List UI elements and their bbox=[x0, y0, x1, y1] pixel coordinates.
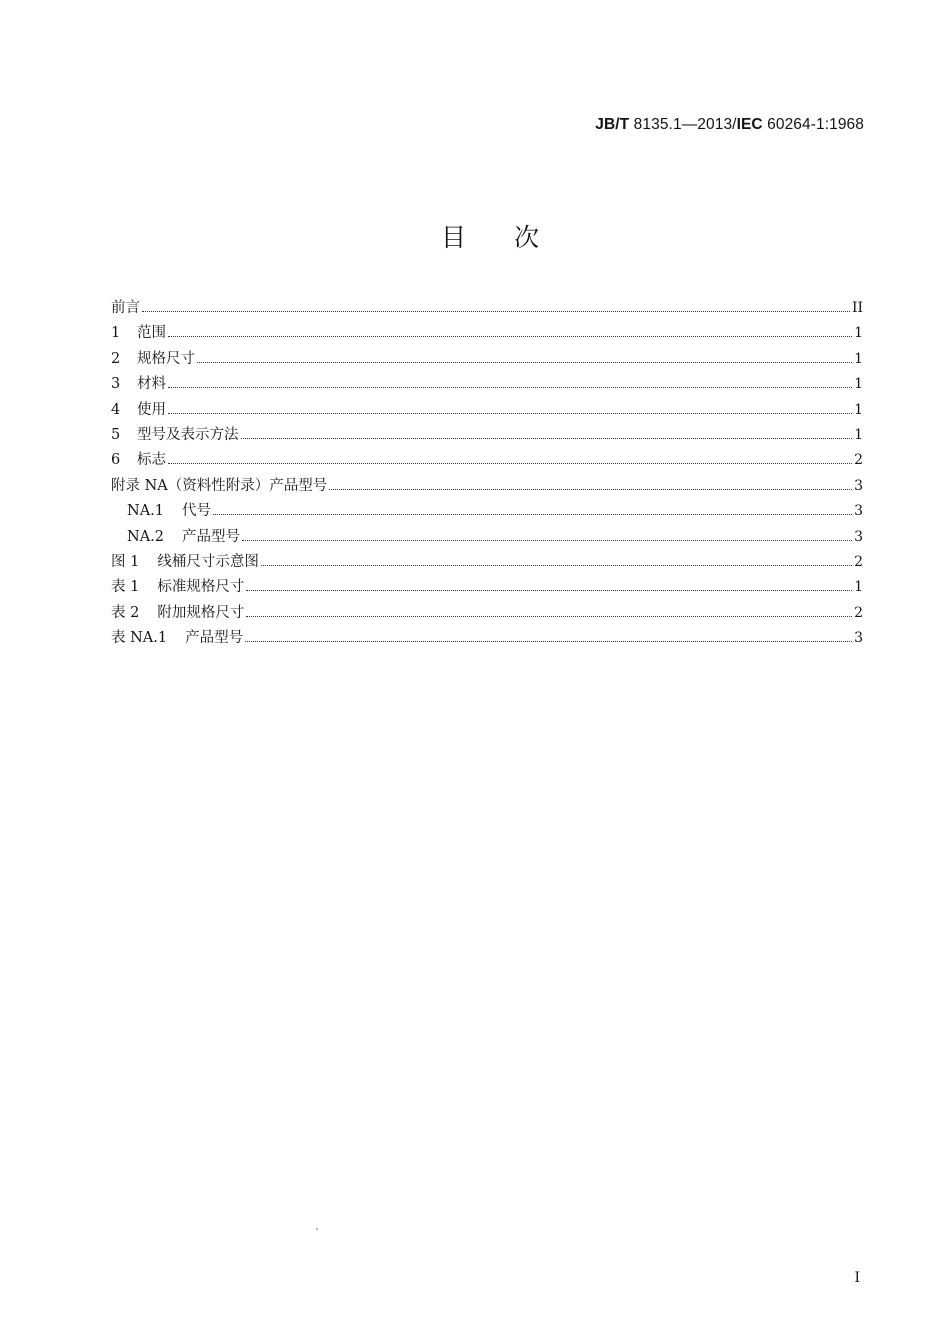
toc-entry-label: 表 1 标准规格尺寸 bbox=[111, 575, 244, 600]
toc-page-number: 2 bbox=[854, 553, 863, 570]
toc-dot-leader bbox=[168, 412, 852, 414]
toc-dot-leader bbox=[329, 488, 852, 490]
code-prefix: JB/T bbox=[595, 116, 630, 133]
toc-entry-number: 表 NA.1 bbox=[111, 630, 168, 647]
toc-title: 目次 bbox=[440, 223, 587, 252]
toc-entry-table-na-1[interactable] bbox=[111, 626, 863, 651]
toc-entry-na-2[interactable] bbox=[111, 525, 863, 550]
toc-entry-number: 表 1 bbox=[111, 579, 140, 596]
toc-page-number: 1 bbox=[854, 401, 863, 418]
toc-page-number: 2 bbox=[854, 604, 863, 621]
toc-entry-number: 6 bbox=[111, 452, 121, 469]
toc-entry-label: 表 NA.1 产品型号 bbox=[111, 626, 243, 651]
toc-page-number: 1 bbox=[854, 350, 863, 367]
toc-entry-2[interactable] bbox=[111, 347, 863, 372]
toc-entry-label: 4 使用 bbox=[111, 398, 166, 423]
toc-dot-leader bbox=[197, 361, 852, 363]
toc-entry-label: 附录 NA（资料性附录）产品型号 bbox=[111, 477, 328, 494]
toc-dot-leader bbox=[246, 589, 852, 591]
toc-entry-label: NA.1 代号 bbox=[127, 499, 211, 524]
toc-page-number: 1 bbox=[854, 426, 863, 443]
toc-page-number: 3 bbox=[854, 477, 863, 494]
code-iec-number: 60264-1:1968 bbox=[762, 116, 864, 133]
toc-page-number: 1 bbox=[854, 325, 863, 342]
toc-page-number: 2 bbox=[854, 452, 863, 469]
scan-speck bbox=[316, 1228, 318, 1230]
toc-entry-number: 4 bbox=[111, 401, 121, 418]
toc-entry-label: 前言 bbox=[111, 300, 140, 316]
toc-entry-number: 3 bbox=[111, 376, 121, 393]
toc-entry-annex-na[interactable] bbox=[111, 474, 863, 499]
toc-entry-number: 图 1 bbox=[111, 553, 140, 570]
toc-dot-leader bbox=[213, 513, 852, 515]
toc-dot-leader bbox=[168, 335, 852, 337]
toc-entry-number: 5 bbox=[111, 426, 121, 443]
toc-entry-table-1[interactable] bbox=[111, 575, 863, 600]
toc-dot-leader bbox=[245, 640, 852, 642]
toc-entry-label: 6 标志 bbox=[111, 448, 166, 473]
toc-page-number: 3 bbox=[854, 503, 863, 520]
toc-entry-1[interactable] bbox=[111, 321, 863, 346]
toc-entry-label: NA.2 产品型号 bbox=[127, 525, 240, 550]
toc-dot-leader bbox=[168, 386, 852, 388]
code-iec: IEC bbox=[736, 116, 763, 133]
code-number: 8135.1—2013/ bbox=[629, 116, 737, 133]
toc-page-number: 3 bbox=[854, 630, 863, 647]
toc-dot-leader bbox=[142, 310, 850, 312]
toc-entry-table-2[interactable] bbox=[111, 601, 863, 626]
toc-entry-label: 表 2 附加规格尺寸 bbox=[111, 601, 244, 626]
toc-entry-number: 1 bbox=[111, 325, 121, 342]
toc-entry-na-1[interactable] bbox=[111, 499, 863, 524]
toc-entry-number: NA.2 bbox=[127, 528, 164, 545]
page-number: I bbox=[854, 1270, 860, 1286]
toc-page-number: II bbox=[851, 300, 863, 316]
toc-entry-number: NA.1 bbox=[127, 503, 164, 520]
toc-entry-number: 表 2 bbox=[111, 604, 140, 621]
toc-entry-label: 图 1 线桶尺寸示意图 bbox=[111, 550, 259, 575]
toc-entry-5[interactable] bbox=[111, 423, 863, 448]
toc-page-number: 3 bbox=[854, 528, 863, 545]
toc-entry-number: 2 bbox=[111, 350, 121, 367]
toc-entry-label: 3 材料 bbox=[111, 372, 166, 397]
toc-entry-3[interactable] bbox=[111, 372, 863, 397]
toc-dot-leader bbox=[241, 437, 853, 439]
toc-entry-foreword[interactable] bbox=[111, 296, 863, 321]
toc-dot-leader bbox=[168, 462, 852, 464]
toc-entry-figure-1[interactable] bbox=[111, 550, 863, 575]
toc-dot-leader bbox=[246, 615, 852, 617]
toc-entry-label: 1 范围 bbox=[111, 321, 166, 346]
toc-entry-6[interactable] bbox=[111, 448, 863, 473]
toc-page-number: 1 bbox=[854, 579, 863, 596]
toc-dot-leader bbox=[242, 539, 852, 541]
document-code bbox=[595, 116, 864, 134]
toc-entry-label: 5 型号及表示方法 bbox=[111, 423, 239, 448]
toc-entry-4[interactable] bbox=[111, 398, 863, 423]
toc-entry-label: 2 规格尺寸 bbox=[111, 347, 195, 372]
table-of-contents bbox=[111, 296, 863, 651]
toc-dot-leader bbox=[261, 564, 852, 566]
toc-page-number: 1 bbox=[854, 376, 863, 393]
